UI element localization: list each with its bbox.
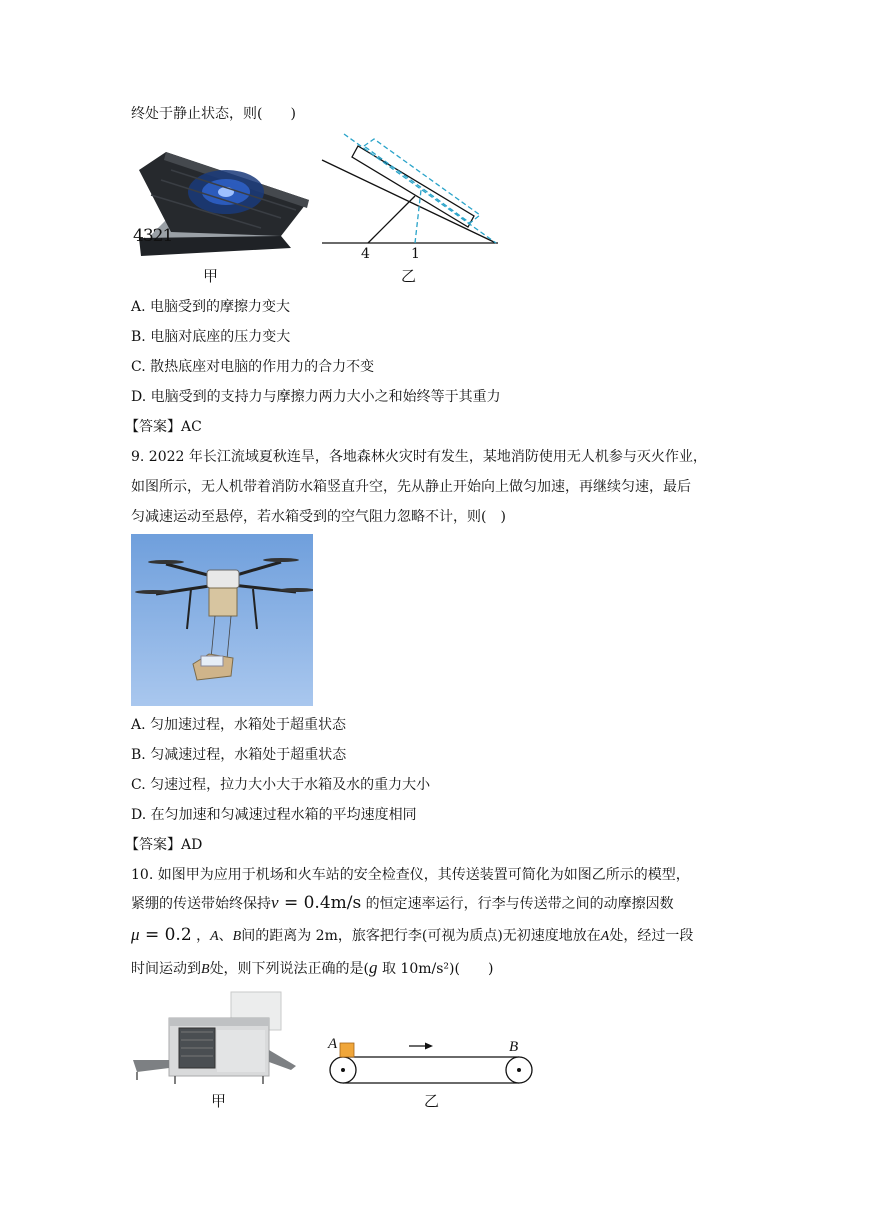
q10-fig-label-jia: 甲 xyxy=(211,1092,227,1110)
point-a-label: A xyxy=(328,1036,338,1052)
diagram-label-4: 4 xyxy=(361,246,370,262)
q8-option-a: A. 电脑受到的摩擦力变大 xyxy=(131,299,291,315)
q9-option-c: C. 匀速过程，拉力大小大于水箱及水的重力大小 xyxy=(131,777,431,793)
q9-option-a: A. 匀加速过程，水箱处于超重状态 xyxy=(131,717,347,733)
conveyor-belt-diagram xyxy=(323,1035,535,1087)
q10-stem-line3: μ = 0.2 ，A、B间的距离为 2m，旅客把行李(可视为质点)无初速度地放在A处，经过一段 xyxy=(131,925,694,945)
security-scanner-photo xyxy=(131,990,301,1088)
fig-label-yi: 乙 xyxy=(401,267,417,285)
point-b-label: B xyxy=(509,1039,519,1055)
q8-answer: 【答案】AC xyxy=(125,419,202,435)
cooling-stand-photo xyxy=(131,140,311,290)
g-symbol: g xyxy=(369,958,378,977)
mu-symbol: μ xyxy=(131,925,140,944)
photo-position-numbers: 4321 xyxy=(133,226,173,246)
fig-label-jia: 甲 xyxy=(203,267,219,285)
q8-option-d: D. 电脑受到的支持力与摩擦力两力大小之和始终等于其重力 xyxy=(131,389,501,405)
drone-photo xyxy=(131,534,313,706)
q10-stem-line2: 紧绷的传送带始终保持v = 0.4m/s 的恒定速率运行，行李与传送带之间的动摩擦因数 xyxy=(131,893,674,913)
incline-diagram xyxy=(318,130,503,255)
q8-stem-tail: 终处于静止状态，则( ) xyxy=(131,106,296,122)
q8-option-c: C. 散热底座对电脑的作用力的合力不变 xyxy=(131,359,375,375)
q10-fig-label-yi: 乙 xyxy=(424,1092,440,1110)
q9-stem-line3: 匀减速运动至悬停，若水箱受到的空气阻力忽略不计，则( ) xyxy=(131,509,506,525)
q9-option-d: D. 在匀加速和匀减速过程水箱的平均速度相同 xyxy=(131,807,417,823)
velocity-symbol: v xyxy=(271,893,279,912)
q9-answer: 【答案】AD xyxy=(125,837,203,853)
q10-stem-line1: 10. 如图甲为应用于机场和火车站的安全检查仪，其传送装置可简化为如图乙所示的模型， xyxy=(131,867,690,883)
q9-stem-line2: 如图所示，无人机带着消防水箱竖直升空，先从静止开始向上做匀加速，再继续匀速，最后 xyxy=(131,479,691,495)
q8-option-b: B. 电脑对底座的压力变大 xyxy=(131,329,291,345)
diagram-label-1: 1 xyxy=(411,246,420,262)
q9-option-b: B. 匀减速过程，水箱处于超重状态 xyxy=(131,747,347,763)
q9-stem-line1: 9. 2022 年长江流域夏秋连旱，各地森林火灾时有发生，某地消防使用无人机参与灭火作业， xyxy=(131,449,707,465)
q10-stem-line4: 时间运动到B处，则下列说法正确的是(g 取 10m/s²)( ) xyxy=(131,958,494,977)
